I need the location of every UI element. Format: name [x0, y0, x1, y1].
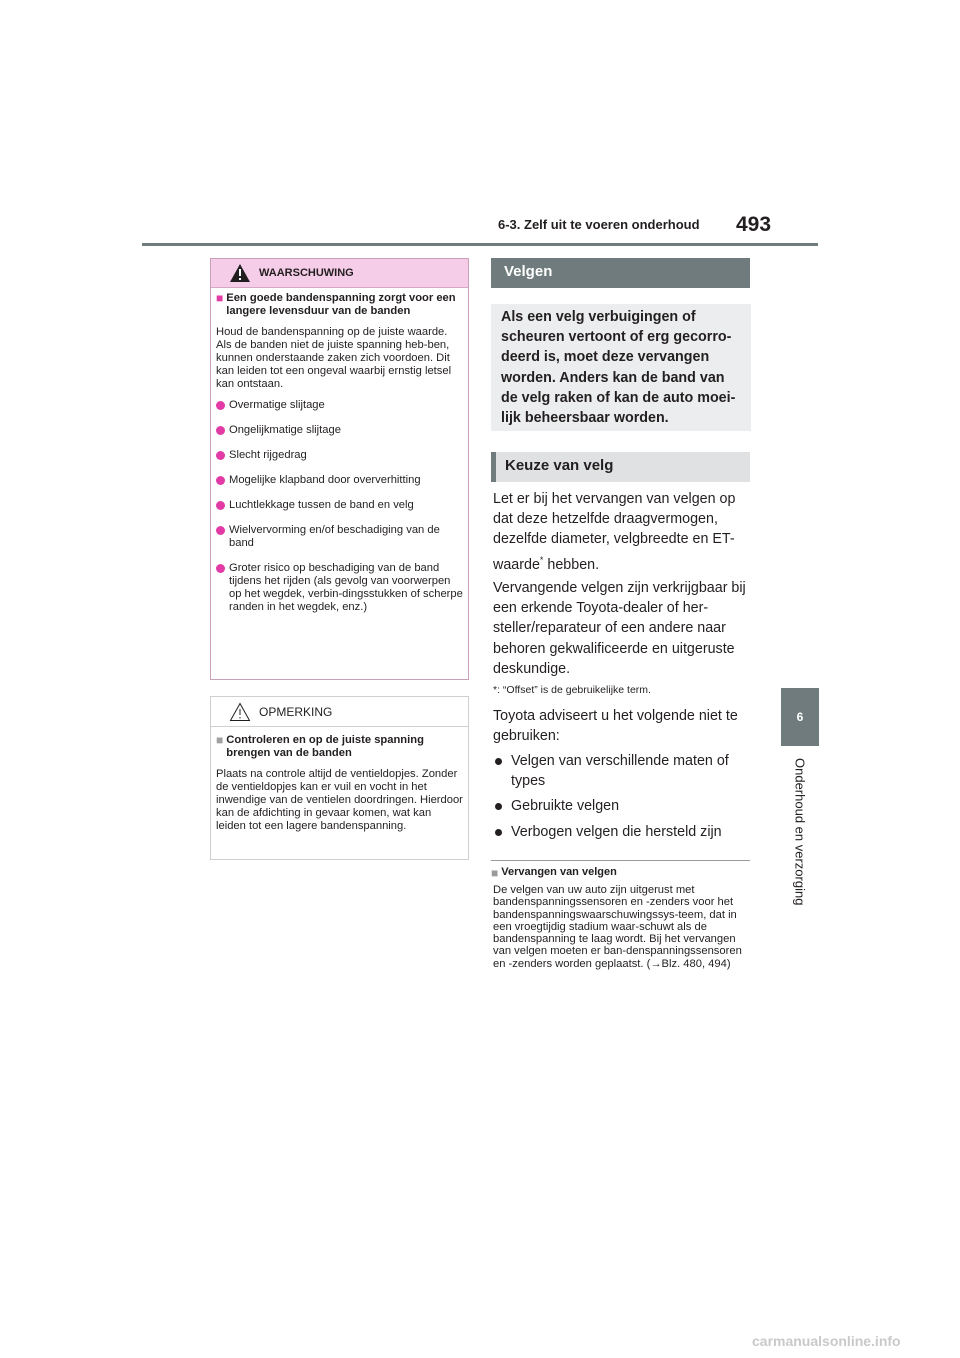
warning-paragraph: Houd de bandenspanning op de juiste waarde. Als de banden niet de juiste spanning heb-ben, kunnen onderstaande zaken zich voordoen. Dit kan leiden tot een ongeval waarbij ernstig letsel kan ontstaan. [216, 326, 452, 390]
warning-heading [216, 292, 463, 318]
warning-header [211, 259, 468, 288]
chapter-label [760, 758, 840, 918]
square-bullet-icon: ■ [491, 866, 499, 880]
list-item [493, 796, 755, 816]
note-header [211, 697, 468, 727]
warning-heading-text: Een goede bandenspanning zorgt voor een langere levensduur van de banden [226, 292, 456, 317]
list-item-text: Gebruikte velgen [511, 798, 620, 815]
keuze-bullet-list [493, 751, 755, 847]
chapter-tab[interactable]: 6 [781, 688, 819, 746]
note-body [211, 727, 468, 833]
bullet-dot-icon [216, 476, 225, 485]
list-item-text: Overmatige slijtage [229, 399, 325, 411]
list-item [216, 449, 463, 462]
footnote-marker: * [539, 554, 544, 565]
list-item [216, 562, 463, 614]
keuze-paragraph-1-end: hebben. [543, 556, 600, 573]
caution-triangle-icon [229, 702, 251, 722]
bullet-dot-icon [216, 526, 225, 535]
watermark: carmanualsonline.info [752, 1333, 901, 1349]
keuze-paragraph-1 [493, 489, 755, 575]
warning-title: WAARSCHUWING [259, 267, 354, 279]
bullet-dot-icon [495, 758, 502, 765]
bullet-dot-icon [495, 803, 502, 810]
page-number: 493 [736, 213, 772, 236]
note-paragraph: Plaats na controle altijd de ventieldopjes. Zonder de ventieldopjes kan er vuil en vocht in het inwendige van de ventielen doordringen. Hierdoor kan de afdichting in gevaar komen, wat kan leiden tot een lagere bandenspanning. [216, 768, 463, 832]
list-item-text: Ongelijkmatige slijtage [229, 424, 341, 436]
note-heading-text: Controleren en op de juiste spanning brengen van de banden [226, 734, 424, 759]
square-bullet-icon: ■ [216, 291, 224, 305]
list-item-text: Verbogen velgen die hersteld zijn [511, 823, 722, 840]
list-item [216, 424, 463, 437]
warning-box [210, 258, 469, 680]
list-item-text: Groter risico op beschadiging van de band tijdens het rijden (als gevolg van voorwerpen op het wegdek, verbin-dingsstukken of scherpe randen in het wegdek, enz.) [229, 562, 463, 613]
bullet-dot-icon [216, 564, 225, 573]
warning-triangle-icon [229, 263, 251, 283]
square-bullet-icon: ■ [216, 733, 224, 747]
keuze-title-bar: Keuze van velg [491, 452, 750, 482]
bullet-dot-icon [216, 501, 225, 510]
list-item [216, 474, 463, 487]
warning-body [211, 288, 468, 614]
velgen-emphasis-box: Als een velg verbuigingen of scheuren vertoont of erg gecorro-deerd is, moet deze vervangen worden. Anders kan de band van de velg raken of kan de auto moei-lijk beheersbaar worden. [491, 304, 751, 431]
subsection-heading [491, 866, 617, 880]
list-item-text: Wielvervorming en/of beschadiging van de band [229, 524, 440, 549]
velgen-title-bar: Velgen [491, 258, 750, 288]
header-section-title: 6-3. Zelf uit te voeren onderhoud [498, 217, 700, 232]
list-item [493, 822, 755, 842]
bullet-dot-icon [216, 451, 225, 460]
keuze-paragraph-2: Vervangende velgen zijn verkrijgbaar bij een erkende Toyota-dealer of her-steller/reparateur of een andere naar behoren gekwalificeerde en uitgeruste deskundige. [493, 580, 746, 677]
footnote: *: “Offset” is de gebruikelijke term. [493, 684, 651, 696]
header-rule [142, 243, 818, 246]
note-heading [216, 734, 463, 760]
bullet-dot-icon [216, 426, 225, 435]
list-item-text: Velgen van verschillende maten of types [511, 753, 729, 790]
list-item [216, 399, 463, 412]
list-item-text: Slecht rijgedrag [229, 449, 307, 461]
list-item-text: Luchtlekkage tussen de band en velg [229, 499, 414, 511]
chapter-label-text: Onderhoud en verzorging [792, 758, 808, 906]
keuze-paragraph-1-text: Let er bij het vervangen van velgen op dat deze hetzelfde draagvermogen, dezelfde diameter, velgbreedte en ET-waarde [493, 491, 736, 573]
keuze-paragraph-3: Toyota adviseert u het volgende niet te gebruiken: [493, 708, 738, 745]
list-item [493, 751, 755, 791]
bullet-dot-icon [495, 829, 502, 836]
note-title: OPMERKING [259, 705, 333, 719]
subsection-heading-text: Vervangen van velgen [501, 866, 617, 878]
list-item [216, 524, 463, 550]
bullet-dot-icon [216, 401, 225, 410]
subsection-rule [491, 860, 750, 861]
list-item-text: Mogelijke klapband door oververhitting [229, 474, 421, 486]
subsection-text: De velgen van uw auto zijn uitgerust met bandenspanningssensoren en -zenders voor het bandenspanningswaarschuwingssys-teem, dat in een vroegtijdig stadium waar-schuwt als de bandenspanning te laag wordt. Bij het vervangen van velgen moeten er ban-denspanningssensoren en -zenders worden geplaatst. (→Blz. 480, 494) [493, 884, 742, 970]
list-item [216, 499, 463, 512]
note-box [210, 696, 469, 860]
